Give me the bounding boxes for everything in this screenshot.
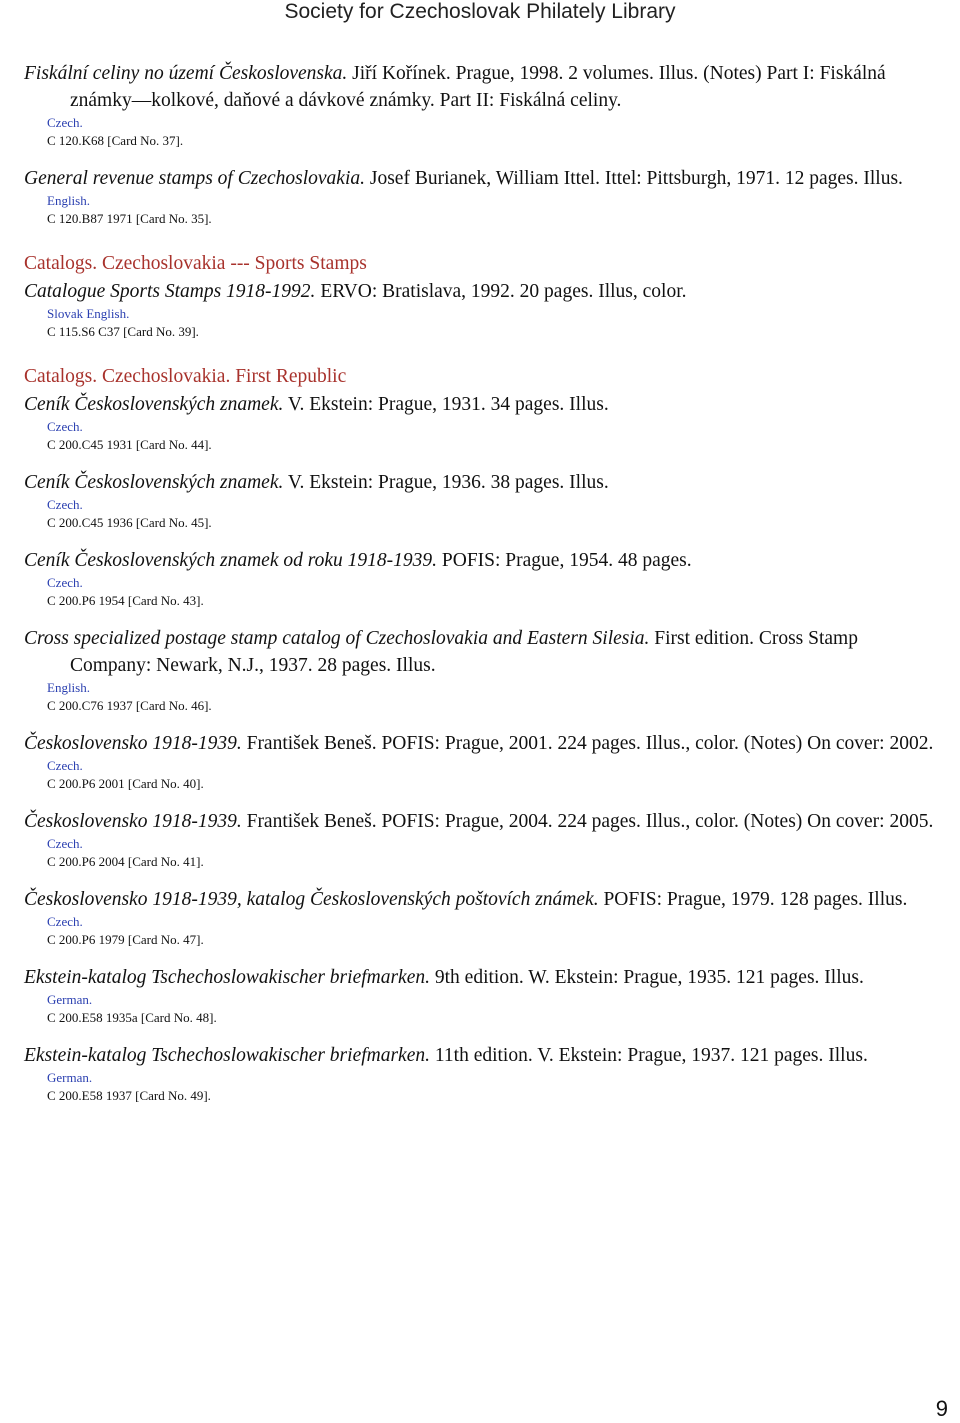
entry-citation (24, 730, 944, 757)
section-heading: Catalogs. Czechoslovakia --- Sports Stamps (24, 253, 367, 274)
entry-call-number: C 115.S6 C37 [Card No. 39]. (47, 324, 199, 339)
entry-call-number: C 200.P6 1954 [Card No. 43]. (47, 593, 204, 608)
entry-language: Slovak English. (47, 306, 130, 321)
page-header: Society for Czechoslovak Philately Library (284, 0, 676, 23)
entry-citation (24, 391, 944, 418)
section-heading: Catalogs. Czechoslovakia. First Republic (24, 366, 347, 387)
entry-language: Czech. (47, 575, 83, 590)
entry-title: Ceník Československých znamek. (24, 472, 284, 493)
entry-title: Československo 1918-1939. (24, 733, 242, 754)
entry-title: Ceník Československých znamek. (24, 394, 284, 415)
entry-citation (24, 469, 944, 496)
entry-language: Czech. (47, 836, 83, 851)
entry-details: POFIS: Prague, 1954. 48 pages. (437, 550, 692, 571)
entry (24, 278, 944, 341)
entry-title: Československo 1918-1939. (24, 811, 242, 832)
entry-details: POFIS: Prague, 1979. 128 pages. Illus. (598, 889, 908, 910)
entry-call-number: C 120.K68 [Card No. 37]. (47, 133, 184, 148)
entry (24, 469, 944, 532)
entry-title: Ceník Československých znamek od roku 1918-1939. (24, 550, 438, 571)
entry-title: General revenue stamps of Czechoslovakia. (24, 168, 365, 189)
entry-call-number: C 200.C45 1936 [Card No. 45]. (47, 515, 212, 530)
entry-call-number: C 200.P6 2001 [Card No. 40]. (47, 776, 204, 791)
entry-call-number: C 200.E58 1935a [Card No. 48]. (47, 1010, 217, 1025)
entry (24, 1042, 944, 1105)
entry-language: English. (47, 193, 90, 208)
entry-language: German. (47, 992, 93, 1007)
entry-details: First edition. Cross Stamp Company: Newark, N.J., 1937. 28 pages. Illus. (70, 628, 858, 676)
entry-title: Ekstein-katalog Tschechoslowakischer briefmarken. (24, 1045, 430, 1066)
entry-details: 9th edition. W. Ekstein: Prague, 1935. 121 pages. Illus. (430, 967, 864, 988)
entry-call-number: C 200.P6 1979 [Card No. 47]. (47, 932, 204, 947)
entry-language: Czech. (47, 914, 83, 929)
entry-citation (24, 60, 944, 114)
entry-details: ERVO: Bratislava, 1992. 20 pages. Illus, color. (315, 281, 687, 302)
entry (24, 391, 944, 454)
entry-details: Jiří Kořínek. Prague, 1998. 2 volumes. Illus. (Notes) Part I: Fiskálná známky—kolkové, daňové a dávkové známky. Part II: Fiskálná celiny. (70, 63, 886, 111)
entry-title: Fiskální celiny no území Československa. (24, 63, 348, 84)
entry-details: František Beneš. POFIS: Prague, 2004. 224 pages. Illus., color. (Notes) On cover: 2005. (241, 811, 934, 832)
entry-title: Catalogue Sports Stamps 1918-1992. (24, 281, 316, 302)
entry-language: Czech. (47, 419, 83, 434)
entry (24, 547, 944, 610)
entry-citation (24, 547, 944, 574)
entry-language: German. (47, 1070, 93, 1085)
entry-citation (24, 278, 944, 305)
entry-title: Československo 1918-1939, katalog Československých poštovích známek. (24, 889, 599, 910)
page-number: 9 (935, 1396, 948, 1421)
entry-language: English. (47, 680, 90, 695)
entry-call-number: C 200.C76 1937 [Card No. 46]. (47, 698, 212, 713)
entry-citation (24, 165, 944, 192)
entry (24, 60, 944, 150)
entry-details: 11th edition. V. Ekstein: Prague, 1937. 121 pages. Illus. (430, 1045, 868, 1066)
entry-details: František Beneš. POFIS: Prague, 2001. 224 pages. Illus., color. (Notes) On cover: 2002. (241, 733, 934, 754)
entry-language: Czech. (47, 497, 83, 512)
entry (24, 886, 944, 949)
entry-title: Ekstein-katalog Tschechoslowakischer briefmarken. (24, 967, 430, 988)
entry-citation (24, 808, 944, 835)
entry-title: Cross specialized postage stamp catalog of Czechoslovakia and Eastern Silesia. (24, 628, 650, 649)
entry-citation (24, 964, 944, 991)
entry (24, 625, 944, 715)
entry-language: Czech. (47, 758, 83, 773)
entry-call-number: C 200.C45 1931 [Card No. 44]. (47, 437, 212, 452)
entry-details: V. Ekstein: Prague, 1931. 34 pages. Illus. (283, 394, 609, 415)
entry-citation (24, 1042, 944, 1069)
entry-call-number: C 120.B87 1971 [Card No. 35]. (47, 211, 212, 226)
entry (24, 730, 944, 793)
entry-citation (24, 625, 944, 679)
entry-call-number: C 200.E58 1937 [Card No. 49]. (47, 1088, 211, 1103)
entry (24, 165, 944, 228)
entry-details: Josef Burianek, William Ittel. Ittel: Pittsburgh, 1971. 12 pages. Illus. (365, 168, 903, 189)
entry-call-number: C 200.P6 2004 [Card No. 41]. (47, 854, 204, 869)
entry-details: V. Ekstein: Prague, 1936. 38 pages. Illus. (283, 472, 609, 493)
entry-language: Czech. (47, 115, 83, 130)
bibliography-content (24, 60, 944, 1105)
entry (24, 964, 944, 1027)
entry (24, 808, 944, 871)
entry-citation (24, 886, 944, 913)
